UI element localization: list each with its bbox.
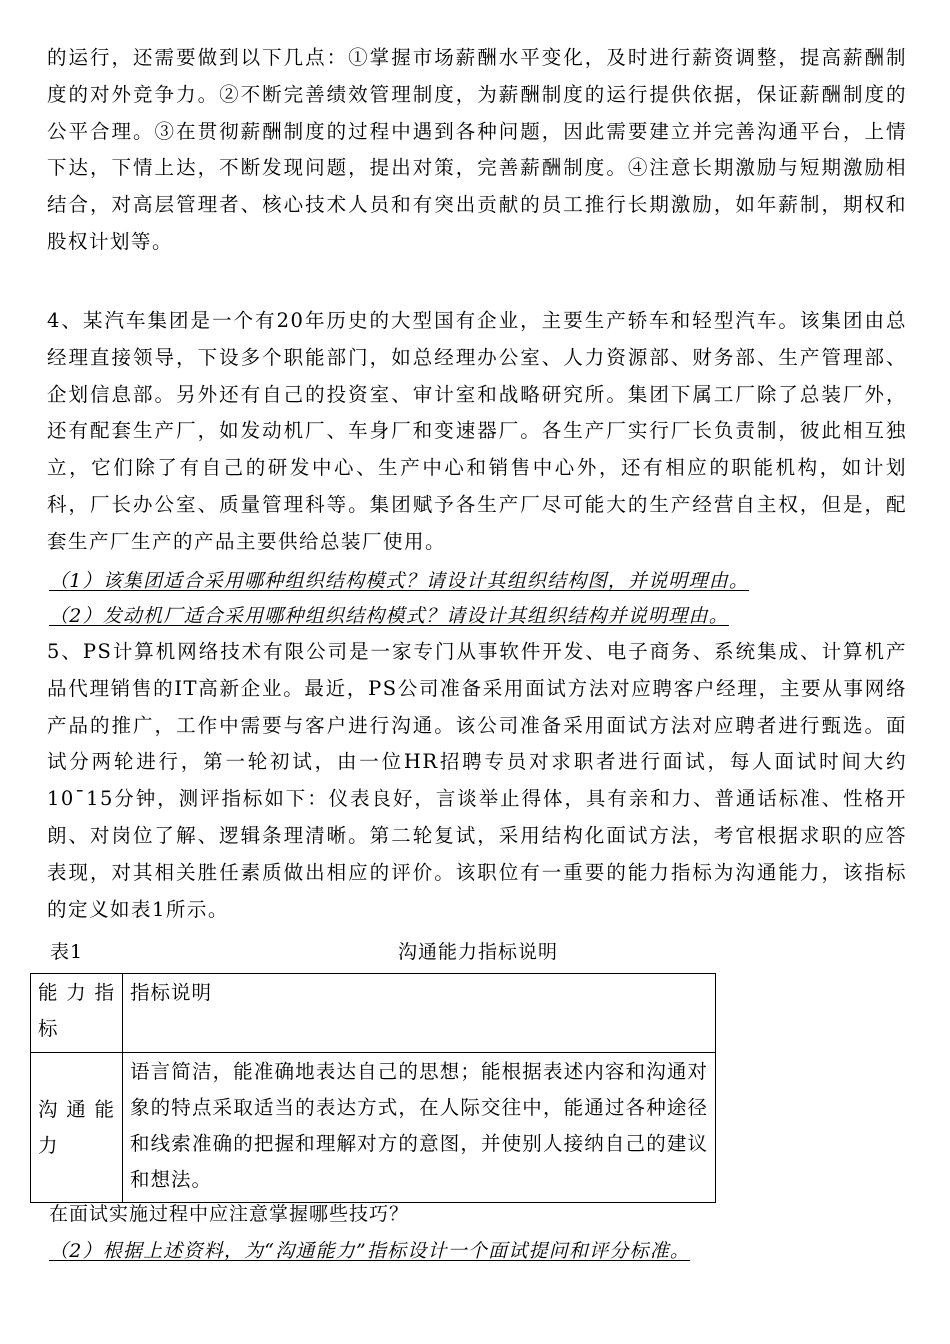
table-header-row — [31, 974, 716, 1053]
cell-ability-name: 沟通能力 — [31, 1053, 123, 1203]
table-caption: 沟通能力指标说明 — [398, 941, 559, 963]
question-5-1: 在面试实施过程中应注意掌握哪些技巧？ — [49, 1203, 410, 1225]
paragraph-question-4: 4、某汽车集团是一个有20年历史的大型国有企业，主要生产轿车和轻型汽车。该集团由总经理直接领导，下设多个职能部门，如总经理办公室、人力资源部、财务部、生产管理部、企划信息部。另外还有自己的投资室、审计室和战略研究所。集团下属工厂除了总装厂外，还有配套生产厂，如发动机厂、车身厂和变速器厂。各生产厂实行厂长负责制，彼此相互独立，它们除了有自己的研发中心、生产中心和销售中心外，还有相应的职能机构，如计划科，厂长办公室、质量管理科等。集团赋予各生产厂尽可能大的生产经营自主权，但是，配套生产厂生产的产品主要供给总装厂使用。 — [47, 309, 907, 553]
cell-ability-description: 语言简洁，能准确地表达自己的思想；能根据表述内容和沟通对象的特点采取适当的表达方式，在人际交往中，能通过各种途径和线索准确的把握和理解对方的意图，并使别人接纳自己的建议和想法。 — [123, 1053, 716, 1203]
question-5-2: （2）根据上述资料，为“沟通能力”指标设计一个面试提问和评分标准。 — [49, 1240, 691, 1262]
paragraph-continuation: 的运行，还需要做到以下几点：①掌握市场薪酬水平变化，及时进行薪资调整，提高薪酬制度的对外竞争力。②不断完善绩效管理制度，为薪酬制度的运行提供依据，保证薪酬制度的公平合理。③在贯彻薪酬制度的过程中遇到各种问题，因此需要建立并完善沟通平台，上情下达，下情上达，不断发现问题，提出对策，完善薪酬制度。④注意长期激励与短期激励相结合，对高层管理者、核心技术人员和有突出贡献的员工推行长期激励，如年薪制，期权和股权计划等。 — [47, 46, 907, 253]
paragraph-question-5: 5、PS计算机网络技术有限公司是一家专门从事软件开发、电子商务、系统集成、计算机产品代理销售的IT高新企业。最近，PS公司准备采用面试方法对应聘客户经理，主要从事网络产品的推广，工作中需要与客户进行沟通。该公司准备采用面试方法对应聘者进行甄选。面试分两轮进行，第一轮初试，由一位HR招聘专员对求职者进行面试，每人面试时间大约10¯15分钟，测评指标如下：仪表良好，言谈举止得体，具有亲和力、普通话标准、性格开朗、对岗位了解、逻辑条理清晰。第二轮复试，采用结构化面试方法，考官根据求职的应答表现，对其相关胜任素质做出相应的评价。该职位有一重要的能力指标为沟通能力，该指标的定义如表1所示。 — [47, 640, 907, 921]
table-row — [31, 1053, 716, 1203]
header-cell-ability: 能力指标 — [31, 974, 123, 1053]
header-cell-description: 指标说明 — [123, 974, 716, 1053]
question-4-2: （2）发动机厂适合采用哪种组织结构模式？请设计其组织结构并说明理由。 — [49, 605, 729, 627]
question-4-1: （1）该集团适合采用哪种组织结构模式？请设计其组织结构图，并说明理由。 — [49, 570, 750, 592]
table-label: 表1 — [50, 941, 84, 963]
ability-table — [30, 973, 716, 1203]
